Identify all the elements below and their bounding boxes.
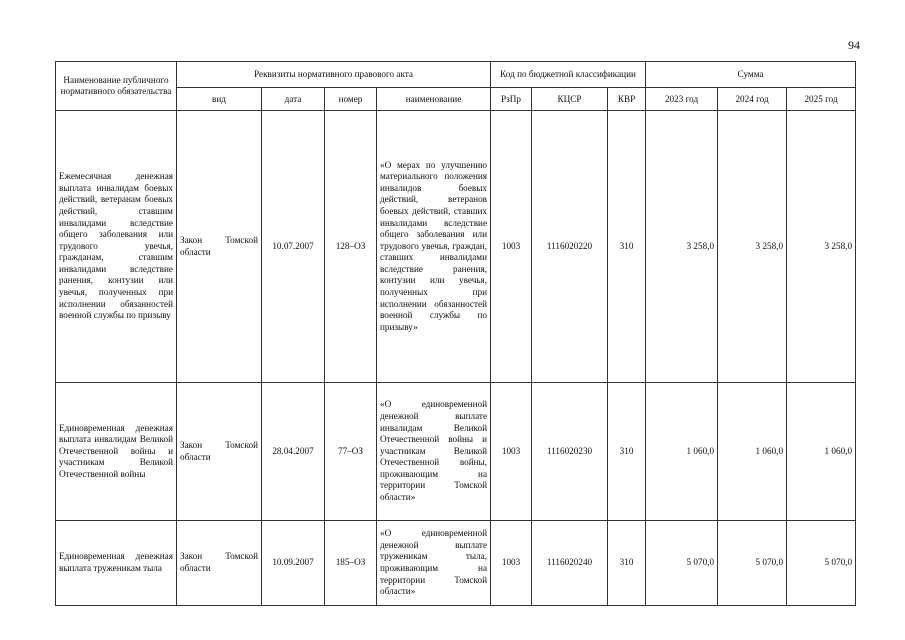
kvr-cell: 310 <box>608 383 646 521</box>
act-date-cell: 10.07.2007 <box>262 111 325 383</box>
act-date-cell: 10.09.2007 <box>262 521 325 606</box>
rzpr-cell: 1003 <box>491 383 532 521</box>
act-name-cell: «О единовременной денежной выплате инвалидам Великой Отечественной войны и участникам Великой Отечественной войны, проживающим на территории Томской области» <box>377 383 491 521</box>
rzpr-cell: 1003 <box>491 111 532 383</box>
amount-2023-cell: 1 060,0 <box>646 383 718 521</box>
header-rzpr: РзПр <box>491 88 532 111</box>
rzpr-cell: 1003 <box>491 521 532 606</box>
header-type: вид <box>177 88 262 111</box>
kcsr-cell: 1116020230 <box>532 383 608 521</box>
amount-2025-cell: 5 070,0 <box>787 521 856 606</box>
obligations-table <box>55 61 856 606</box>
table-header-row <box>56 62 856 88</box>
act-type-cell: Закон Томской области <box>177 383 262 521</box>
header-amount: Сумма <box>646 62 856 88</box>
amount-2023-cell: 3 258,0 <box>646 111 718 383</box>
amount-2024-cell: 1 060,0 <box>718 383 787 521</box>
page-number: 94 <box>848 38 860 52</box>
amount-2024-cell: 5 070,0 <box>718 521 787 606</box>
header-number: номер <box>325 88 377 111</box>
table-row <box>56 383 856 521</box>
act-date-cell: 28.04.2007 <box>262 383 325 521</box>
obligation-cell: Единовременная денежная выплата инвалидам Великой Отечественной войны и участникам Великой Отечественной войны <box>56 383 177 521</box>
act-type-cell: Закон Томской области <box>177 521 262 606</box>
act-number-cell: 185–ОЗ <box>325 521 377 606</box>
header-obligation: Наименование публичного нормативного обязательства <box>56 62 177 111</box>
header-2023: 2023 год <box>646 88 718 111</box>
obligation-cell: Единовременная денежная выплата труженикам тыла <box>56 521 177 606</box>
amount-2023-cell: 5 070,0 <box>646 521 718 606</box>
header-requisites: Реквизиты нормативного правового акта <box>177 62 491 88</box>
header-name: наименование <box>377 88 491 111</box>
act-type-cell: Закон Томской области <box>177 111 262 383</box>
obligation-cell: Ежемесячная денежная выплата инвалидам боевых действий, ветеранам боевых действий, ставшим инвалидами вследствие общего заболевания или трудового увечья, гражданам, ставшим инвалидами вследствие ранения, контузии или увечья, полученных при исполнении обязанностей военной службы по призыву <box>56 111 177 383</box>
kcsr-cell: 1116020240 <box>532 521 608 606</box>
table-row <box>56 521 856 606</box>
kvr-cell: 310 <box>608 521 646 606</box>
amount-2025-cell: 1 060,0 <box>787 383 856 521</box>
act-name-cell: «О единовременной денежной выплате труженикам тыла, проживающим на территории Томской области» <box>377 521 491 606</box>
act-number-cell: 128–ОЗ <box>325 111 377 383</box>
header-kvr: КВР <box>608 88 646 111</box>
header-kcsr: КЦСР <box>532 88 608 111</box>
act-name-cell: «О мерах по улучшению материального положения инвалидов боевых действий, ветеранов боевых действий, ставших инвалидами вследствие общего заболевания или трудового увечья, граждан, ставших инвалидами вследствие ранения, контузии или увечья, полученных при исполнении обязанностей военной службы по призыву» <box>377 111 491 383</box>
act-number-cell: 77–ОЗ <box>325 383 377 521</box>
header-2025: 2025 год <box>787 88 856 111</box>
header-budget-code: Код по бюджетной классификации <box>491 62 646 88</box>
kvr-cell: 310 <box>608 111 646 383</box>
table-row <box>56 111 856 383</box>
kcsr-cell: 1116020220 <box>532 111 608 383</box>
amount-2025-cell: 3 258,0 <box>787 111 856 383</box>
header-2024: 2024 год <box>718 88 787 111</box>
amount-2024-cell: 3 258,0 <box>718 111 787 383</box>
header-date: дата <box>262 88 325 111</box>
